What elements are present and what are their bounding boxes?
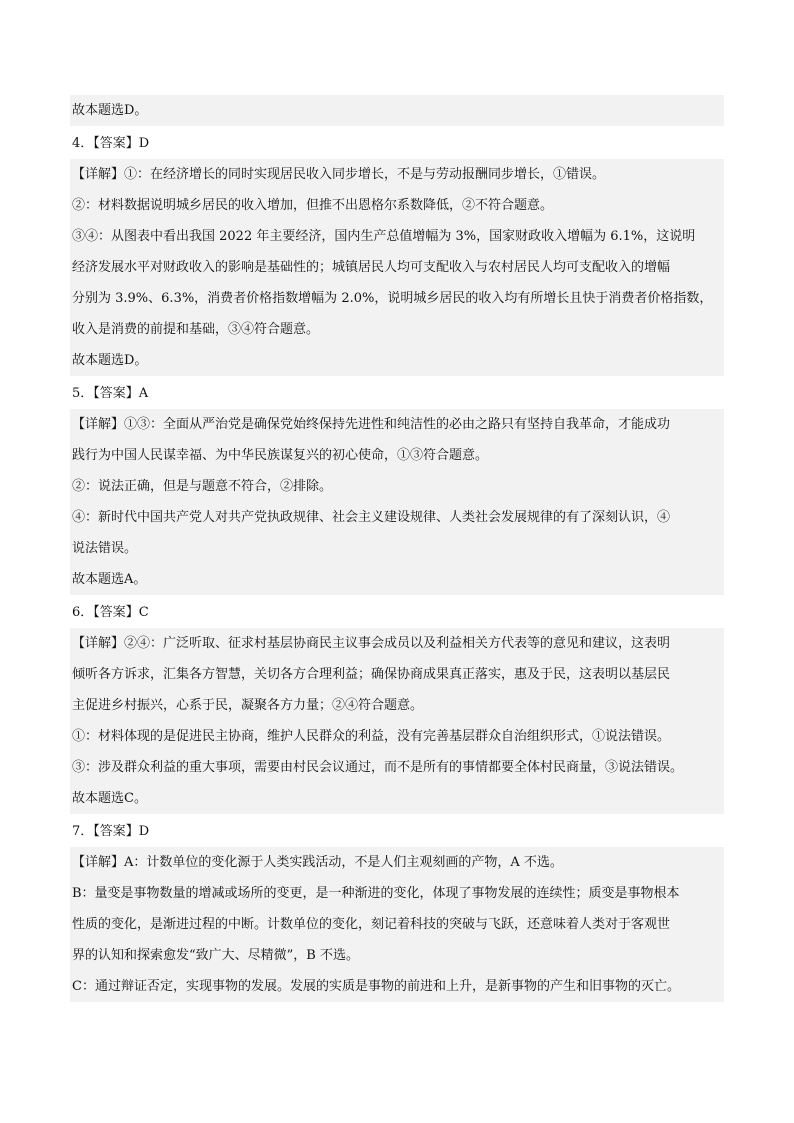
q7-line: 【详解】A：计数单位的变化源于人类实践活动，不是人们主观刻画的产物，A 不选。 [70,847,724,878]
q5-line: ④：新时代中国共产党人对共产党执政规律、社会主义建设规律、人类社会发展规律的有了深刻认识，④ [70,502,724,533]
q6-line: 【详解】②④：广泛听取、征求村基层协商民主议事会成员以及利益相关方代表等的意见和建议，这表明 [70,628,724,659]
q4-line: 经济发展水平对财政收入的影响是基础性的；城镇居民人均可支配收入与农村居民人均可支配收入的增幅 [70,252,724,283]
q5-conclusion: 故本题选A。 [70,564,724,595]
q4-line: ③④：从图表中看出我国 2022 年主要经济，国内生产总值增幅为 3%，国家财政收入增幅为 6.1%，这说明 [70,221,724,252]
q7-line: C：通过辩证否定，实现事物的发展。发展的实质是事物的前进和上升，是新事物的产生和旧事物的灭亡。 [70,971,724,1002]
q6-line: ①：材料体现的是促进民主协商，维护人民群众的利益，没有完善基层群众自治组织形式，①说法错误。 [70,721,724,752]
q6-line: 主促进乡村振兴，心系于民，凝聚各方力量；②④符合题意。 [70,690,724,721]
q6-conclusion: 故本题选C。 [70,783,724,814]
q3-conclusion: 故本题选D。 [70,95,724,126]
q5-line: ②：说法正确，但是与题意不符合，②排除。 [70,471,724,502]
q4-line: 收入是消费的前提和基础，③④符合题意。 [70,314,724,345]
q7-answer-header: 7．【答案】D [72,824,150,839]
q4-line: 【详解】①：在经济增长的同时实现居民收入同步增长，不是与劳动报酬同步增长，①错误。 [70,159,724,190]
q5-line: 【详解】①③：全面从严治党是确保党始终保持先进性和纯洁性的必由之路只有坚持自我革命，才能成功 [70,409,724,440]
q5-line: 践行为中国人民谋幸福、为中华民族谋复兴的初心使命，①③符合题意。 [70,440,724,471]
q7-line: B：量变是事物数量的增减或场所的变更，是一种渐进的变化，体现了事物发展的连续性；质变是事物根本 [70,878,724,909]
q4-answer-header: 4．【答案】D [72,136,150,151]
q6-line: ③：涉及群众利益的重大事项，需要由村民会议通过，而不是所有的事情都要全体村民商量，③说法错误。 [70,752,724,783]
q5-answer-header: 5．【答案】A [72,386,149,401]
q6-answer-header: 6．【答案】C [72,605,149,620]
q4-line: ②：材料数据说明城乡居民的收入增加，但推不出恩格尔系数降低，②不符合题意。 [70,190,724,221]
q4-line: 分别为 3.9%、6.3%，消费者价格指数增幅为 2.0%，说明城乡居民的收入均有所增长且快于消费者价格指数， [70,283,724,314]
q7-line: 界的认知和探索愈发“致广大、尽精微”，B 不选。 [70,940,724,971]
q5-line: 说法错误。 [70,533,724,564]
q4-conclusion: 故本题选D。 [70,345,724,376]
q6-line: 倾听各方诉求，汇集各方智慧，关切各方合理利益；确保协商成果真正落实，惠及于民，这表明以基层民 [70,659,724,690]
q7-line: 性质的变化，是渐进过程的中断。计数单位的变化，刻记着科技的突破与飞跃，还意味着人类对于客观世 [70,909,724,940]
answer-explanations [70,95,724,1002]
